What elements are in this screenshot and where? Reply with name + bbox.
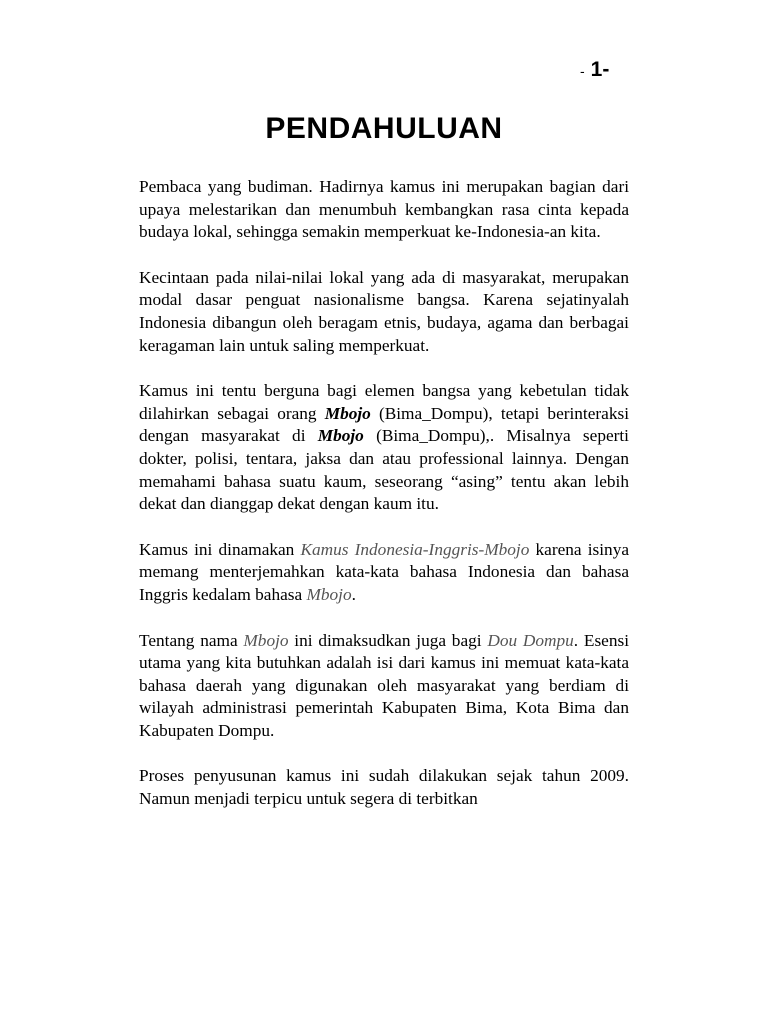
page-number — [580, 58, 609, 82]
document-body — [139, 176, 629, 834]
paragraph-5 — [139, 630, 629, 743]
paragraph-2: Kecintaan pada nilai-nilai lokal yang ada di masyarakat, merupakan modal dasar penguat nasionalisme bangsa. Karena sejatinyalah Indonesia dibangun oleh beragam etnis, budaya, agama dan berbagai keragaman lain untuk saling memperkuat. — [139, 267, 629, 355]
paragraph-5-text-e: . Esensi utama yang kita butuhkan adalah isi dari kamus ini memuat kata-kata bahasa daerah yang digunakan oleh masyarakat yang berdiam di wilayah administrasi pemerintah Kabupaten Bima, Kota Bima dan Kabupaten Dompu. — [139, 630, 630, 740]
page-number-value: 1- — [590, 58, 610, 81]
term-mbojo-bold: Mbojo — [317, 426, 364, 446]
paragraph-3 — [139, 380, 629, 516]
term-mbojo-italic: Mbojo — [306, 584, 352, 604]
paragraph-3-text-a: Kamus ini tentu berguna bagi elemen bangsa yang kebetulan tidak dilahirkan sebagai orang — [139, 381, 629, 423]
paragraph-5-text-c: ini dimaksudkan juga bagi — [288, 630, 488, 650]
paragraph-3-text-c: (Bima_Dompu), tetapi berinteraksi dengan masyarakat di — [139, 403, 629, 446]
paragraph-5-text-a: Tentang nama — [139, 630, 244, 650]
dictionary-name-italic: Kamus Indonesia-Inggris-Mbojo — [300, 539, 530, 559]
paragraph-3-text-e: (Bima_Dompu),. Misalnya seperti dokter, polisi, tentara, jaksa dan atau professional lainnya. Dengan memahami bahasa suatu kaum, seseorang “asing” tentu akan lebih dekat dan dianggap dekat dengan kaum itu. — [139, 426, 629, 514]
term-mbojo-italic: Mbojo — [243, 630, 289, 650]
paragraph-4-text-e: . — [351, 584, 356, 604]
paragraph-4-text-a: Kamus ini dinamakan — [139, 539, 301, 559]
paragraph-4-text-c: karena isinya memang menterjemahkan kata-kata bahasa Indonesia dan bahasa Inggris kedalam bahasa — [139, 539, 630, 604]
paragraph-1: Pembaca yang budiman. Hadirnya kamus ini merupakan bagian dari upaya melestarikan dan menumbuh kembangkan rasa cinta kepada budaya lokal, sehingga semakin memperkuat ke-Indonesia-an kita. — [139, 177, 629, 242]
term-mbojo-bold: Mbojo — [324, 403, 371, 423]
page-number-dash: - — [580, 63, 585, 79]
page-title: PENDAHULUAN — [265, 112, 503, 145]
paragraph-4 — [139, 539, 629, 607]
paragraph-6: Proses penyusunan kamus ini sudah dilakukan sejak tahun 2009. Namun menjadi terpicu untuk segera di terbitkan — [139, 766, 629, 809]
term-dou-dompu-italic: Dou Dompu — [487, 630, 574, 650]
